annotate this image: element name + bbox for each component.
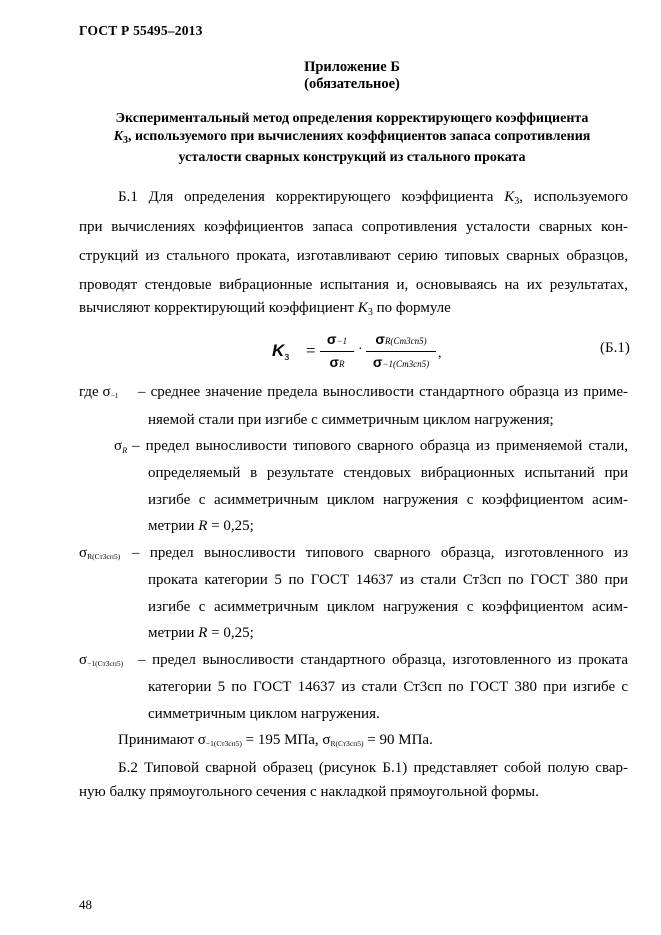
page-number: 48 — [79, 897, 92, 912]
def-1-term — [79, 383, 119, 405]
def-2-r-symbol: R — [198, 518, 208, 534]
heading-line-2 — [70, 128, 634, 150]
def-4-sub: −1(Ст3сп5) — [87, 659, 124, 668]
def-3-r-symbol: R — [198, 625, 208, 641]
def-2-sigma: σ — [114, 438, 123, 454]
accepted-text-2: = 195 МПа, σ — [241, 732, 331, 748]
formula-equals: = — [306, 341, 316, 360]
formula-lhs — [272, 341, 289, 363]
accepted-sub-1: −1(Ст3сп5) — [205, 739, 242, 748]
para-b2-line-2: ную балку прямоугольного сечения с накладкой прямоугольной формы. — [79, 784, 539, 800]
def-3-line-4 — [148, 624, 254, 642]
def-3-asym-text: метрии — [148, 625, 199, 641]
denominator-1-sub: R — [339, 359, 345, 369]
numerator-1-sub: −1 — [336, 336, 348, 346]
def-2-sub: R — [122, 445, 128, 455]
accepted-text-1: Принимают σ — [118, 732, 206, 748]
def-1-lead: где σ — [79, 384, 111, 400]
def-4-line-3: симметричным циклом нагружения. — [148, 706, 380, 722]
def-1-line-1: – среднее значение предела выносливости стандартного образца из приме- — [138, 384, 628, 400]
def-2-line-3: изгибе с асимметричным циклом нагружения с коэффициентом асим- — [148, 492, 628, 508]
fraction-2-denominator — [366, 351, 436, 373]
def-3-term — [79, 544, 120, 566]
para-b1-line-5-text: вычисляют корректирующий коэффициент — [79, 300, 358, 316]
fraction-1-denominator — [320, 351, 354, 373]
heading-symbol-sub: 3 — [122, 134, 128, 146]
formula-comma: , — [438, 346, 442, 361]
def-3-sub: R(Ст3сп5) — [87, 552, 121, 561]
para-b1-text: Б.1 Для определения корректирующего коэффициента — [118, 189, 505, 205]
appendix-heading — [70, 110, 634, 167]
sigma-symbol: σ — [372, 354, 383, 370]
standard-header: ГОСТ Р 55495–2013 — [79, 23, 203, 38]
k3-symbol-2: K — [357, 300, 368, 316]
appendix-status: (обязательное) — [304, 76, 400, 92]
para-b1-line-1 — [118, 188, 628, 211]
k3-subscript: 3 — [514, 196, 520, 207]
k3-subscript-2: 3 — [367, 307, 373, 318]
def-1-line-2: няемой стали при изгибе с симметричным циклом нагружения; — [148, 412, 554, 428]
fraction-2-numerator — [366, 330, 436, 351]
def-2-line-1: – предел выносливости типового сварного образца из применяемой стали, — [132, 438, 628, 454]
heading-line-3: усталости сварных конструкций из стального проката — [178, 150, 526, 165]
formula-dot: · — [358, 342, 363, 357]
def-1-sub: −1 — [110, 391, 119, 400]
para-b1-line-5-end: по формуле — [372, 300, 451, 316]
def-3-r-value: = 0,25; — [207, 625, 254, 641]
def-3-line-1: – предел выносливости типового сварного образца, изготовленного из — [132, 545, 628, 561]
def-2-asym-text: метрии — [148, 518, 199, 534]
def-4-term — [79, 651, 123, 673]
para-b1-line-4: проводят стендовые вибрационные испытания и, основываясь на их результатах, — [79, 277, 628, 293]
para-b1-line-3: струкций из стального проката, изготавливают серию типовых сварных образцов, — [79, 248, 628, 264]
heading-line-1: Экспериментальный метод определения корректирующего коэффициента — [115, 111, 589, 126]
sigma-symbol: σ — [375, 331, 385, 347]
formula-lhs-sub: з — [284, 351, 290, 363]
para-b2-line-1: Б.2 Типовой сварной образец (рисунок Б.1) представляет собой полую свар- — [118, 760, 628, 776]
def-2-r-value: = 0,25; — [207, 518, 254, 534]
formula-fraction-1 — [320, 330, 354, 373]
def-3-sigma: σ — [79, 545, 88, 561]
sigma-symbol: σ — [329, 354, 340, 370]
numerator-2-sub: R(Ст3сп5) — [384, 336, 427, 346]
formula-b1 — [270, 330, 520, 376]
def-3-line-3: изгибе с асимметричным циклом нагружения с коэффициентом асим- — [148, 599, 628, 615]
def-4-line-2: категории 5 по ГОСТ 14637 из стали Ст3сп по ГОСТ 380 при изгибе с — [148, 679, 628, 695]
def-2-line-4 — [148, 517, 254, 535]
def-2-term — [114, 437, 127, 459]
def-3-line-2: проката категории 5 по ГОСТ 14637 из стали Ст3сп по ГОСТ 380 при — [148, 572, 628, 588]
def-2-line-2: определяемый в результате стендовых вибрационных испытаний при — [148, 465, 628, 481]
formula-number: (Б.1) — [600, 340, 630, 356]
appendix-title: Приложение Б — [304, 59, 400, 75]
denominator-2-sub: −1(Ст3сп5) — [382, 359, 430, 369]
accepted-sub-2: R(Ст3сп5) — [330, 739, 364, 748]
k3-symbol: K — [504, 189, 515, 205]
para-b1-text-end: , используемого — [519, 189, 628, 205]
formula-fraction-2 — [366, 330, 436, 373]
accepted-values — [118, 731, 433, 753]
heading-symbol: K — [113, 128, 123, 144]
def-4-line-1: – предел выносливости стандартного образца, изготовленного из проката — [138, 652, 628, 668]
heading-line-2-text: , используемого при вычислениях коэффициентов запаса сопротивления — [127, 128, 591, 144]
def-4-sigma: σ — [79, 652, 88, 668]
para-b1-line-5 — [79, 299, 451, 322]
accepted-text-3: = 90 МПа. — [363, 732, 433, 748]
sigma-symbol: σ — [326, 331, 337, 347]
formula-lhs-symbol: K — [272, 341, 285, 360]
fraction-1-numerator — [320, 330, 354, 351]
para-b1-line-2: при вычислениях коэффициентов запаса сопротивления усталости сварных кон- — [79, 219, 628, 235]
